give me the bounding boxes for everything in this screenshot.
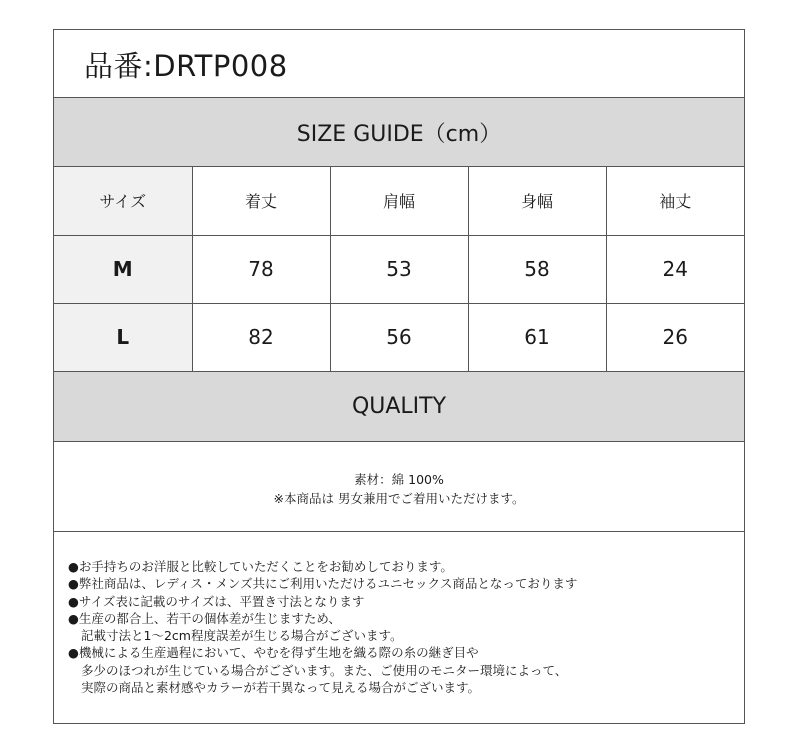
note-line: 多少のほつれが生じている場合がございます。また、ご使用のモニター環境によって、 xyxy=(81,662,568,678)
material-text: 素材：綿 100% xyxy=(354,472,444,487)
column-header-length: 着丈 xyxy=(192,167,330,235)
size-label: M xyxy=(54,235,192,303)
size-table xyxy=(54,167,744,372)
column-header-size: サイズ xyxy=(54,167,192,235)
quality-heading: QUALITY xyxy=(54,372,744,442)
note-line: ●機械による生産過程において、やむを得ず生地を織る際の糸の継ぎ目や xyxy=(68,645,479,661)
size-label: L xyxy=(54,303,192,371)
table-header-row xyxy=(54,167,744,235)
table-cell: 78 xyxy=(192,235,330,303)
product-code-title: 品番:DRTP008 xyxy=(84,49,288,83)
table-cell: 24 xyxy=(606,235,744,303)
column-header-shoulder: 肩幅 xyxy=(330,167,468,235)
table-cell: 61 xyxy=(468,303,606,371)
note-line: ●生産の都合上、若干の個体差が生じますため、 xyxy=(68,610,341,626)
column-header-chest: 身幅 xyxy=(468,167,606,235)
note-line: 記載寸法と1～2cm程度誤差が生じる場合がございます。 xyxy=(81,628,403,644)
note-line: 実際の商品と素材感やカラーが若干異なって見える場合がございます。 xyxy=(81,680,481,696)
table-cell: 26 xyxy=(606,303,744,371)
table-cell: 82 xyxy=(192,303,330,371)
notes-list xyxy=(68,558,577,696)
note-line: ●お手持ちのお洋服と比較していただくことをお勧めしております。 xyxy=(68,559,453,574)
table-cell: 58 xyxy=(468,235,606,303)
column-header-sleeve: 袖丈 xyxy=(606,167,744,235)
table-cell: 56 xyxy=(330,303,468,371)
table-row xyxy=(54,303,744,371)
title-row xyxy=(54,30,744,98)
size-guide-heading: SIZE GUIDE（cm） xyxy=(54,98,744,167)
size-guide-card xyxy=(53,29,745,724)
quality-body xyxy=(54,442,744,532)
table-row xyxy=(54,235,744,303)
note-line: ●弊社商品は、レディス・メンズ共にご利用いただけるユニセックス商品となっております xyxy=(68,576,578,592)
table-cell: 53 xyxy=(330,235,468,303)
unisex-note: ※本商品は 男女兼用でご着用いただけます。 xyxy=(273,491,525,506)
note-line: ●サイズ表に記載のサイズは、平置き寸法となります xyxy=(68,593,365,609)
